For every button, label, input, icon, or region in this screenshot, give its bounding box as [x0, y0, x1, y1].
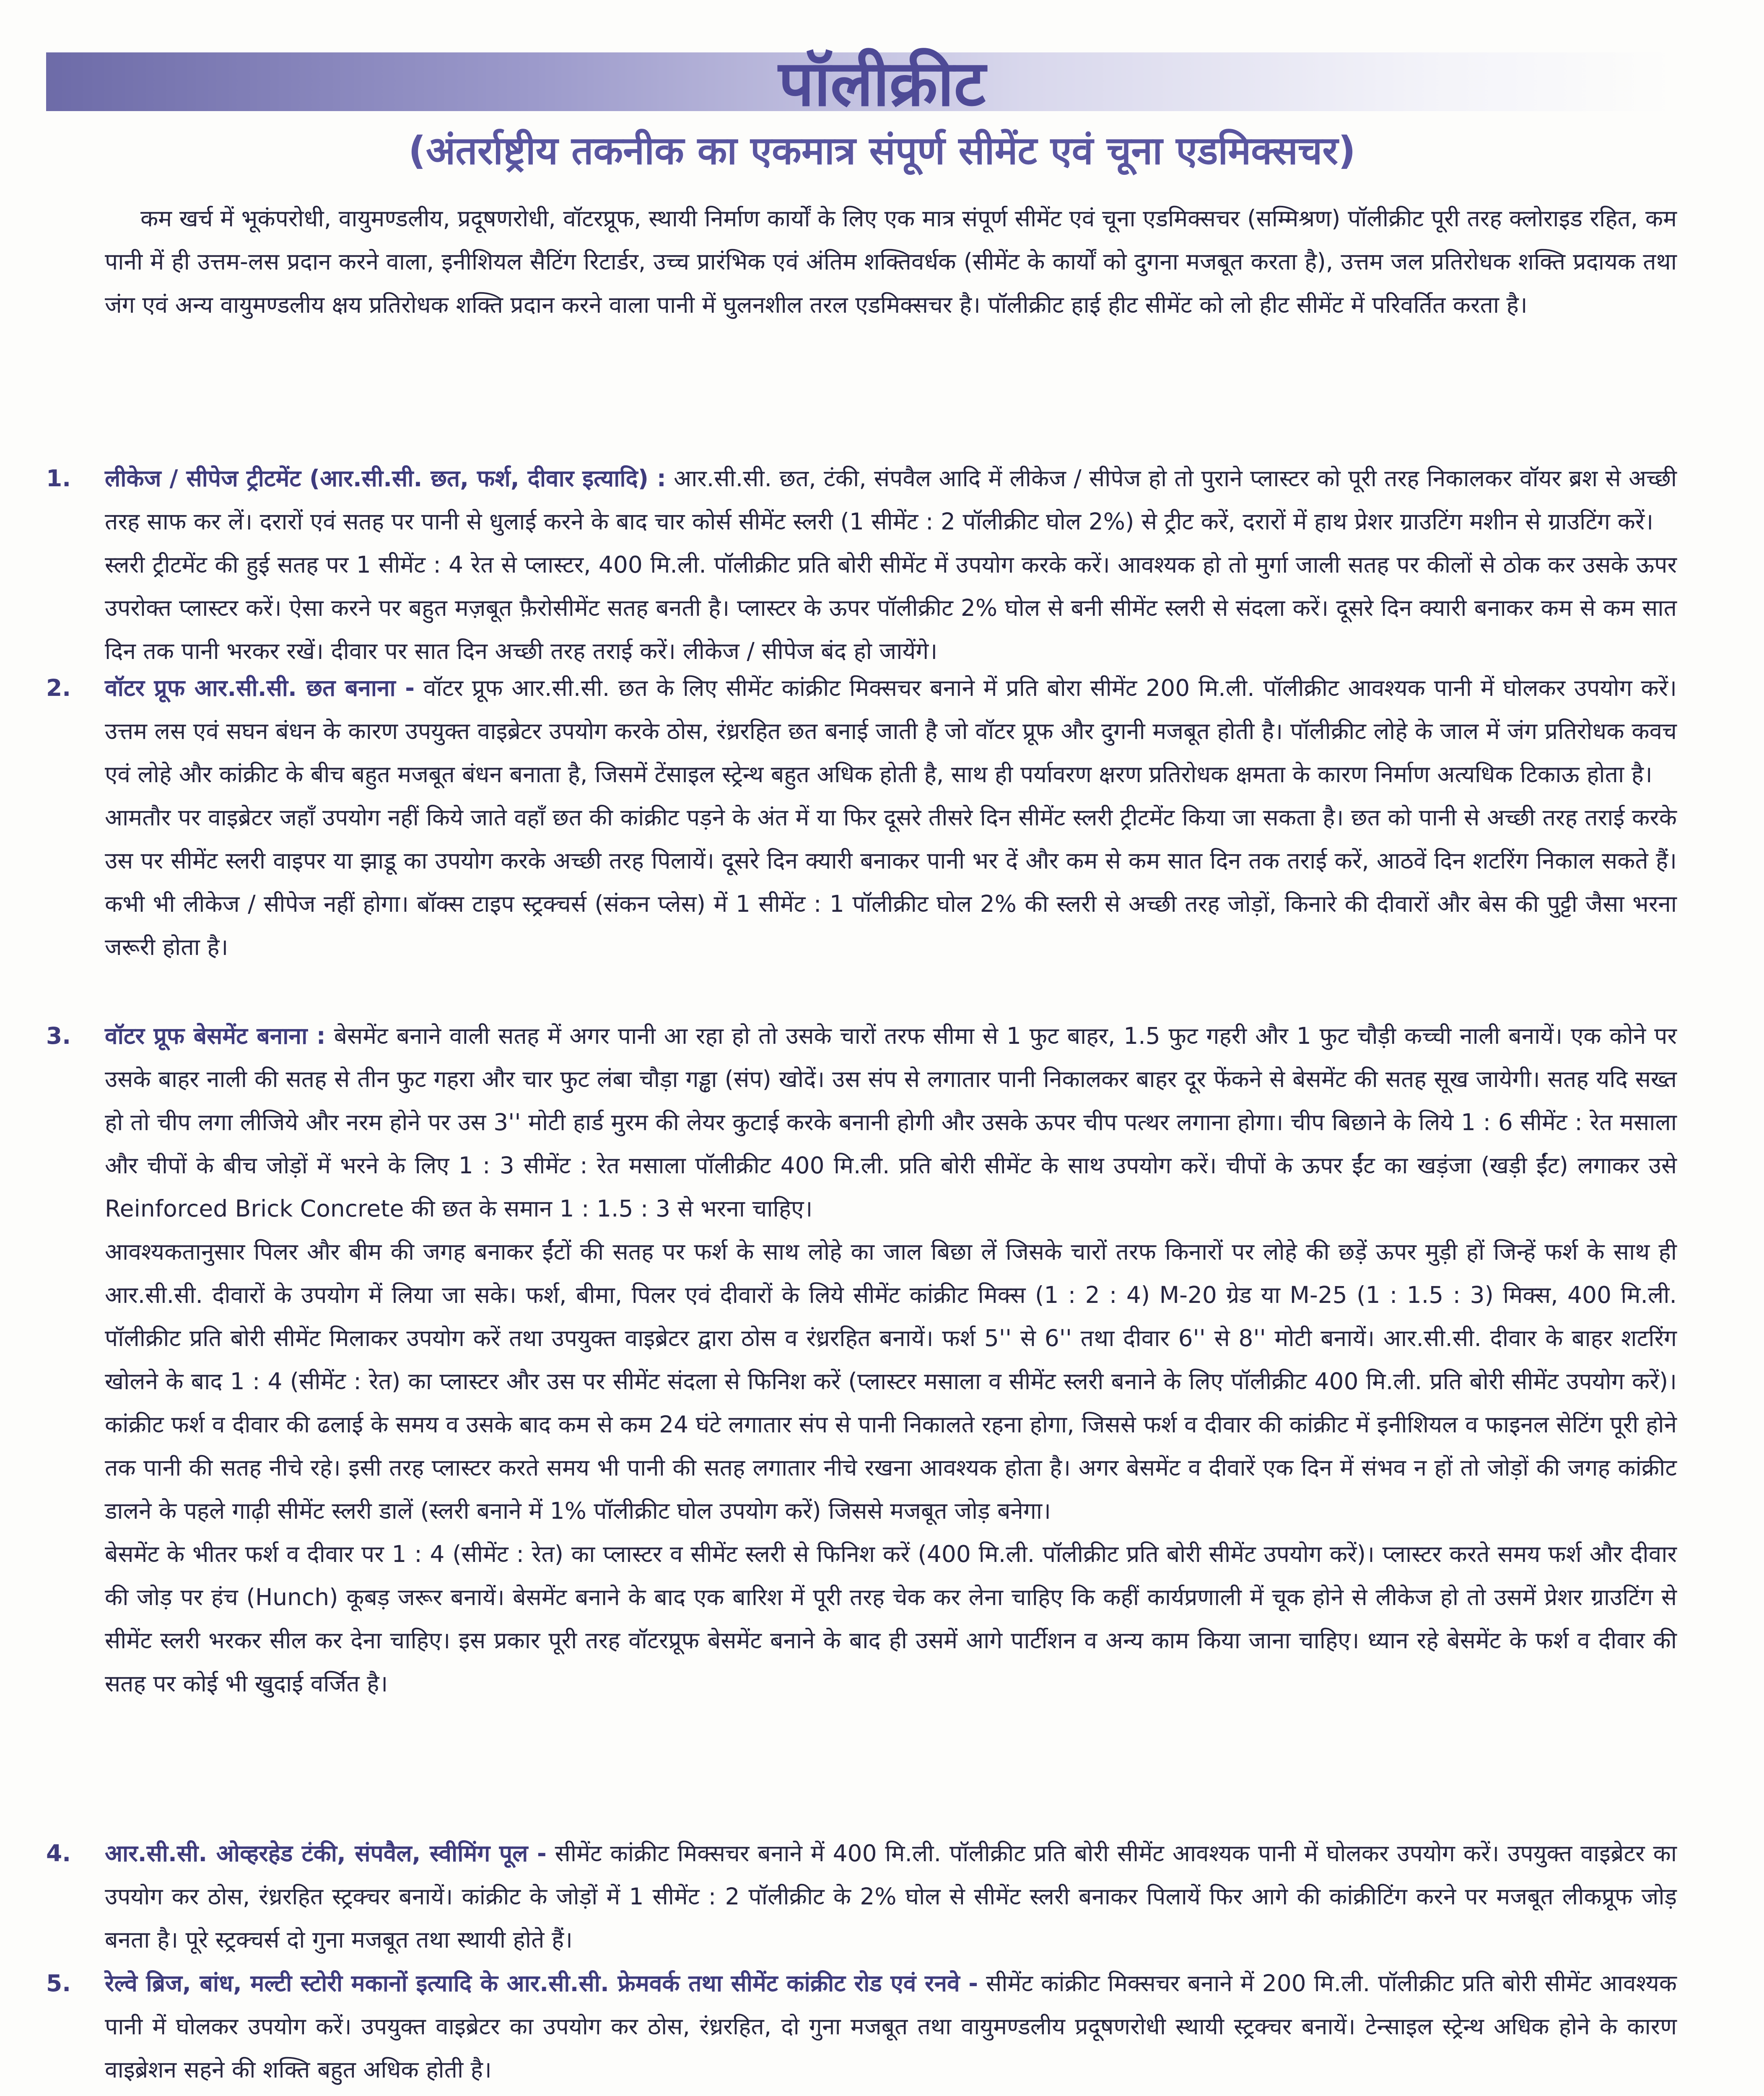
section-number: 5. [46, 1970, 71, 1997]
section-number: 4. [46, 1840, 71, 1867]
section-paragraph: आवश्यकतानुसार पिलर और बीम की जगह बनाकर ईंटों की सतह पर फर्श के साथ लोहे का जाल बिछा लें जिसके चारों तरफ किनारों पर लोहे की छड़ें ऊपर मुड़ी हों जिन्हें फर्श के साथ ही आर.सी.सी. दीवारों के उपयोग में लिया जा सके। फर्श, बीमा, पिलर एवं दीवारों के लिये सीमेंट कांक्रीट मिक्स (1 : 2 : 4) M-20 ग्रेड या M-25 (1 : 1.5 : 3) मिक्स, 400 मि.ली. पॉलीक्रीट प्रति बोरी सीमेंट मिलाकर उपयोग करें तथा उपयुक्त वाइब्रेटर द्वारा ठोस व रंध्ररहित बनायें। फर्श 5'' से 6'' तथा दीवार 6'' से 8'' मोटी बनायें। आर.सी.सी. दीवार के बाहर शटरिंग खोलने के बाद 1 : 4 (सीमेंट : रेत) का प्लास्टर और उस पर सीमेंट संदला से फिनिश करें (प्लास्टर मसाला व सीमेंट स्लरी बनाने के लिए पॉलीक्रीट 400 मि.ली. प्रति बोरी सीमेंट उपयोग करें)। कांक्रीट फर्श व दीवार की ढलाई के समय व उसके बाद कम से कम 24 घंटे लगातार संप से पानी निकालते रहना होगा, जिससे फर्श व दीवार की कांक्रीट में इनीशियल व फाइनल सेटिंग पूरी होने तक पानी की सतह नीचे रहे। इसी तरह प्लास्टर करते समय भी पानी की सतह लगातार नीचे रखना आवश्यक होता है। अगर बेसमेंट व दीवारें एक दिन में संभव न हों तो जोड़ों की जगह कांक्रीट डालने के पहले गाढ़ी सीमेंट स्लरी डालें (स्लरी बनाने में 1% पॉलीक्रीट घोल उपयोग करें) जिससे मजबूत जोड़ बनेगा। [105, 1238, 1677, 1524]
section-paragraph [105, 1014, 1677, 1230]
section-paragraph: स्लरी ट्रीटमेंट की हुई सतह पर 1 सीमेंट : 4 रेत से प्लास्टर, 400 मि.ली. पॉलीक्रीट प्रति बोरी सीमेंट में उपयोग करके करें। आवश्यक हो तो मुर्गा जाली सतह पर कीलों से ठोक कर उसके ऊपर उपरोक्त प्लास्टर करें। ऐसा करने पर बहुत मज़बूत फ़ैरोसीमेंट सतह बनती है। प्लास्टर के ऊपर पॉलीक्रीट 2% घोल से बनी सीमेंट स्लरी से संदला करें। दूसरे दिन क्यारी बनाकर कम से कम सात दिन तक पानी भरकर रखें। दीवार पर सात दिन अच्छी तरह तराई करें। लीकेज / सीपेज बंद हो जायेंगे। [105, 551, 1677, 664]
section-heading: वॉटर प्रूफ बेसमेंट बनाना : [105, 1022, 326, 1049]
section-6 [46, 2092, 1677, 2096]
page-title: पॉलीक्रीट [778, 47, 986, 120]
section-heading: वॉटर प्रूफ आर.सी.सी. छत बनाना - [105, 674, 415, 701]
section-text: सीमेंट कांक्रीट मिक्सचर बनाने में 200 मि.ली. पॉलीक्रीट प्रति बोरी सीमेंट आवश्यक पानी में घोलकर उपयोग करें। उपयुक्त वाइब्रेटर का उपयोग कर ठोस, रंध्ररहित, दो गुना मजबूत तथा वायुमण्डलीय प्रदूषणरोधी स्थायी स्ट्रक्चर बनायें। टेन्साइल स्ट्रेन्थ अधिक होने के कारण वाइब्रेशन सहने की शक्ति बहुत अधिक होती है। [105, 1970, 1677, 2083]
section-paragraph [105, 1962, 1677, 2091]
section-number: 3. [46, 1022, 71, 1049]
section-paragraph [105, 457, 1677, 543]
section-paragraph: आमतौर पर वाइब्रेटर जहाँ उपयोग नहीं किये जाते वहाँ छत की कांक्रीट पड़ने के अंत में या फिर दूसरे तीसरे दिन सीमेंट स्लरी ट्रीटमेंट किया जा सकता है। छत को पानी से अच्छी तरह तराई करके उस पर सीमेंट स्लरी वाइपर या झाडू का उपयोग करके अच्छी तरह पिलायें। दूसरे दिन क्यारी बनाकर पानी भर दें और कम से कम सात दिन तक तराई करें, आठवें दिन शटरिंग निकाल सकते हैं। कभी भी लीकेज / सीपेज नहीं होगा। बॉक्स टाइप स्ट्रक्चर्स (संकन प्लेस) में 1 सीमेंट : 1 पॉलीक्रीट घोल 2% की स्लरी से अच्छी तरह जोड़ों, किनारे की दीवारों और बेस की पुट्टी जैसा भरना जरूरी होता है। [105, 804, 1677, 960]
section-heading: रेल्वे ब्रिज, बांध, मल्टी स्टोरी मकानों इत्यादि के आर.सी.सी. फ्रेमवर्क तथा सीमेंट कांक्रीट रोड एवं रनवे - [105, 1970, 978, 1997]
section-text: बेसमेंट बनाने वाली सतह में अगर पानी आ रहा हो तो उसके चारों तरफ सीमा से 1 फुट बाहर, 1.5 फुट गहरी और 1 फुट चौड़ी कच्ची नाली बनायें। एक कोने पर उसके बाहर नाली की सतह से तीन फुट गहरा और चार फुट लंबा चौड़ा गड्ढा (संप) खोदें। उस संप से लगातार पानी निकालकर बाहर दूर फेंकने से बेसमेंट की सतह सूख जायेगी। सतह यदि सख्त हो तो चीप लगा लीजिये और नरम होने पर उस 3'' मोटी हार्ड मुरम की लेयर कुटाई करके बनानी होगी और उसके ऊपर चीप पत्थर लगाना होगा। चीप बिछाने के लिये 1 : 6 सीमेंट : रेत मसाला और चीपों के बीच जोड़ों में भरने के लिए 1 : 3 सीमेंट : रेत मसाला पॉलीक्रीट 400 मि.ली. प्रति बोरी सीमेंट के साथ उपयोग करें। चीपों के ऊपर ईंट का खड़ंजा (खड़ी ईंट) लगाकर उसे Reinforced Brick Concrete की छत के समान 1 : 1.5 : 3 से भरना चाहिए। [105, 1022, 1677, 1222]
section-text: आर.सी.सी. छत, टंकी, संपवैल आदि में लीकेज / सीपेज हो तो पुराने प्लास्टर को पूरी तरह निकालकर वॉयर ब्रश से अच्छी तरह साफ कर लें। दरारों एवं सतह पर पानी से धुलाई करने के बाद चार कोर्स सीमेंट स्लरी (1 सीमेंट : 2 पॉलीक्रीट घोल 2%) से ट्रीट करें, दरारों में हाथ प्रेशर ग्राउटिंग मशीन से ग्राउटिंग करें। [105, 465, 1677, 535]
section-3 [46, 1014, 1677, 1705]
section-2 [46, 667, 1677, 969]
section-paragraph [105, 1832, 1677, 1961]
section-paragraph: बेसमेंट के भीतर फर्श व दीवार पर 1 : 4 (सीमेंट : रेत) का प्लास्टर व सीमेंट स्लरी से फिनिश करें (400 मि.ली. पॉलीक्रीट प्रति बोरी सीमेंट उपयोग करें)। प्लास्टर करते समय फर्श और दीवार की जोड़ पर हंच (Hunch) कूबड़ जरूर बनायें। बेसमेंट बनाने के बाद एक बारिश में पूरी तरह चेक कर लेना चाहिए कि कहीं कार्यप्रणाली में चूक होने से लीकेज हो तो उसमें प्रेशर ग्राउटिंग से सीमेंट स्लरी भरकर सील कर देना चाहिए। इस प्रकार पूरी तरह वॉटरप्रूफ बेसमेंट बनाने के बाद ही उसमें आगे पार्टीशन व अन्य काम किया जाना चाहिए। ध्यान रहे बेसमेंट के फर्श व दीवार की सतह पर कोई भी खुदाई वर्जित है। [105, 1541, 1677, 1697]
intro-paragraph: कम खर्च में भूकंपरोधी, वायुमण्डलीय, प्रदूषणरोधी, वॉटरप्रूफ, स्थायी निर्माण कार्यों के लिए एक मात्र संपूर्ण सीमेंट एवं चूना एडमिक्सचर (सम्मिश्रण) पॉलीक्रीट पूरी तरह क्लोराइड रहित, कम पानी में ही उत्तम-लस प्रदान करने वाला, इनीशियल सैटिंग रिटार्डर, उच्च प्रारंभिक एवं अंतिम शक्तिवर्धक (सीमेंट के कार्यों को दुगना मजबूत करता है), उत्तम जल प्रतिरोधक शक्ति प्रदायक तथा जंग एवं अन्य वायुमण्डलीय क्षय प्रतिरोधक शक्ति प्रदान करने वाला पानी में घुलनशील तरल एडमिक्सचर है। पॉलीक्रीट हाई हीट सीमेंट को लो हीट सीमेंट में परिवर्तित करता है। [105, 205, 1677, 318]
section-number: 1. [46, 465, 71, 492]
section-number [46, 2092, 96, 2096]
page-subtitle: (अंतर्राष्ट्रीय तकनीक का एकमात्र संपूर्ण सीमेंट एवं चूना एडमिक्सचर) [408, 128, 1356, 173]
section-1 [46, 457, 1677, 673]
section-4 [46, 1832, 1677, 1961]
section-paragraph [105, 2092, 1677, 2096]
section-5 [46, 1962, 1677, 2091]
section-paragraph [105, 667, 1677, 796]
section-heading: लीकेज / सीपेज ट्रीटमेंट (आर.सी.सी. छत, फर्श, दीवार इत्यादि) : [105, 465, 666, 492]
section-number: 2. [46, 674, 71, 701]
section-text: वॉटर प्रूफ आर.सी.सी. छत के लिए सीमेंट कांक्रीट मिक्सचर बनाने में प्रति बोरा सीमेंट 200 मि.ली. पॉलीक्रीट आवश्यक पानी में घोलकर उपयोग करें। उत्तम लस एवं सघन बंधन के कारण उपयुक्त वाइब्रेटर उपयोग करके ठोस, रंध्ररहित छत बनाई जाती है जो वॉटर प्रूफ और दुगनी मजबूत होती है। पॉलीक्रीट लोहे के जाल में जंग प्रतिरोधक कवच एवं लोहे और कांक्रीट के बीच बहुत मजबूत बंधन बनाता है, जिसमें टेंसाइल स्ट्रेन्थ बहुत अधिक होती है, साथ ही पर्यावरण क्षरण प्रतिरोधक क्षमता के कारण निर्माण अत्यधिक टिकाऊ होता है। [105, 674, 1677, 788]
section-text: सीमेंट कांक्रीट मिक्सचर बनाने में 400 मि.ली. पॉलीक्रीट प्रति बोरी सीमेंट आवश्यक पानी में घोलकर उपयोग करें। उपयुक्त वाइब्रेटर का उपयोग कर ठोस, रंध्ररहित स्ट्रक्चर बनायें। कांक्रीट के जोड़ों में 1 सीमेंट : 2 पॉलीक्रीट के 2% घोल से सीमेंट स्लरी बनाकर पिलायें फिर आगे की कांक्रीटिंग करने पर मजबूत लीकप्रूफ जोड़ बनता है। पूरे स्ट्रक्चर्स दो गुना मजबूत तथा स्थायी होते हैं। [105, 1840, 1677, 1953]
section-heading: आर.सी.सी. ओव्हरहेड टंकी, संपवैल, स्वीमिंग पूल - [105, 1840, 547, 1867]
